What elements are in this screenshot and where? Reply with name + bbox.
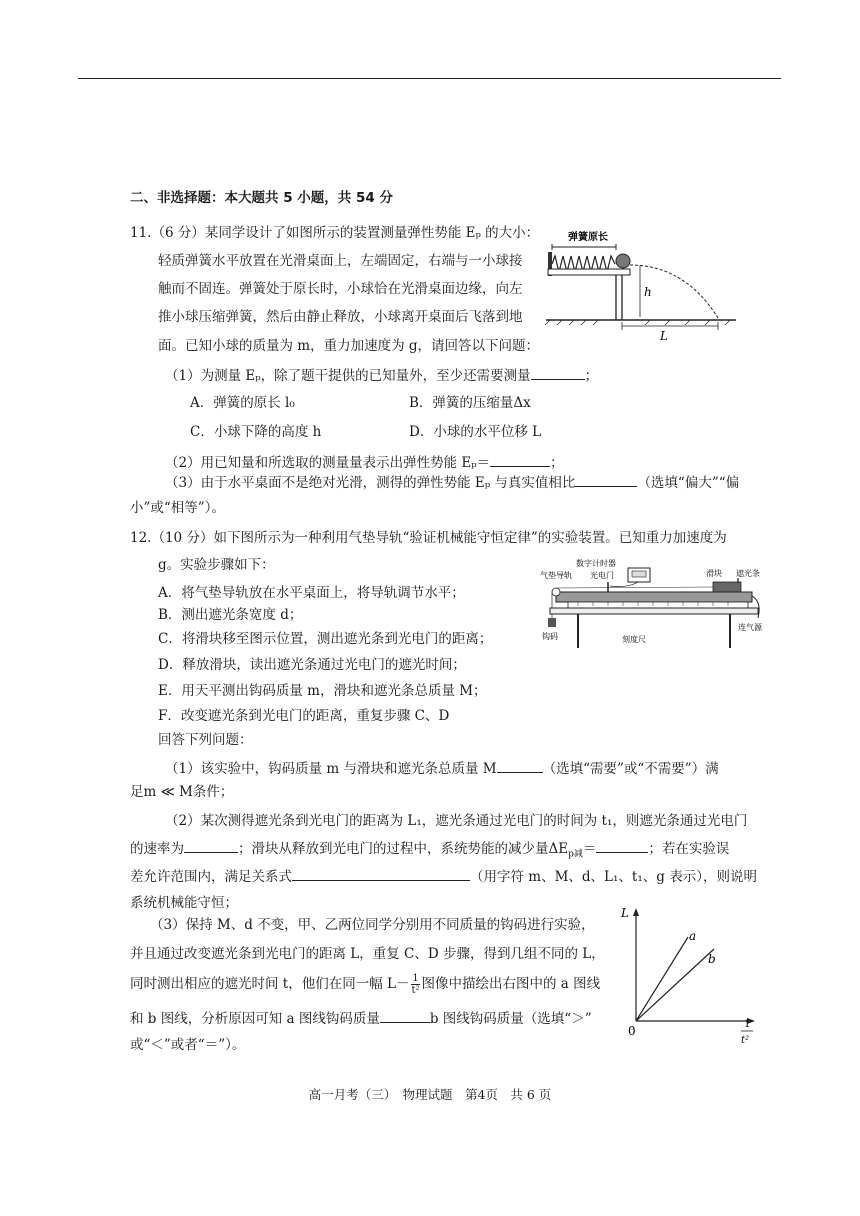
q11-sub2-end: ；: [550, 455, 564, 471]
air-track-figure: [538, 556, 770, 652]
table-top: [548, 269, 630, 275]
y-axis-label: L: [621, 906, 629, 920]
q12-sub3-line4: [130, 1008, 592, 1028]
q11-line4: 推小球压缩弹簧，然后由静止释放，小球离开桌面后飞落到地: [158, 309, 523, 325]
fraction: [411, 973, 419, 996]
answer-blank[interactable]: [380, 1008, 430, 1023]
top-rule: [78, 78, 781, 79]
q12-sub1-cont: 足m ≪ M条件；: [130, 784, 234, 800]
gate-cable: [610, 582, 638, 587]
air-source-label: 连气源: [738, 623, 762, 632]
q11-sub1-end: ；: [584, 368, 599, 384]
q12-sub2-line2: [130, 838, 729, 864]
q12-step-e: E．用天平测出钩码质量 m，滑块和遮光条总质量 M；: [158, 683, 487, 699]
line-a: [636, 937, 688, 1021]
y-axis-arrow: [633, 908, 639, 916]
q12-sub3-line3: [130, 973, 600, 996]
q12-sub3-graph-text: 同时测出相应的遮光时间 t，他们在同一幅 L－: [130, 976, 410, 992]
q11-line3: 触而不固连。弹簧处于原长时，小球恰在光滑桌面边缘，向左: [158, 281, 523, 297]
q12-step-d: D．释放滑块，读出遮光条通过光电门的遮光时间；: [158, 657, 466, 673]
answer-blank[interactable]: [531, 365, 585, 380]
hook-weight: [548, 618, 556, 627]
x-axis-denominator: t²: [741, 1035, 750, 1046]
origin-label: 0: [628, 1024, 636, 1038]
x-axis-numerator: 1: [744, 1019, 751, 1030]
q12-step-f: F．改变遮光条到光电门的距离，重复步骤 C、D: [158, 708, 450, 724]
q11-line1: 11.（6 分）某同学设计了如图所示的装置测量弹性势能 Eₚ 的大小：: [130, 225, 540, 241]
q12-sub2-equals: ＝: [582, 841, 597, 857]
height-label: h: [644, 285, 652, 299]
q12-sub3-line2: 并且通过改变遮光条到光电门的距离 L，重复 C、D 步骤，得到几组不同的 L，: [130, 946, 605, 962]
q11-sub3: [165, 472, 739, 492]
slider: [713, 582, 741, 592]
q11-sub3-text: （3）由于水平桌面不是绝对光滑，测得的弹性势能 Eₚ 与真实值相比: [165, 475, 576, 491]
q12-sub1: [165, 758, 719, 778]
q12-sub2-tail: ；若在实验误: [648, 841, 730, 857]
page-footer: 高一月考（三） 物理试题 第4页 共 6 页: [308, 1087, 552, 1102]
q12-sub3-line5: 或“＜”或者“＝”）。: [130, 1037, 246, 1053]
answer-blank[interactable]: [596, 838, 648, 853]
q11-option-a: A．弹簧的原长 l₀: [190, 395, 295, 411]
fraction-numerator: 1: [412, 973, 419, 984]
timer-screen: [632, 571, 646, 577]
q12-sub2-line3: [130, 866, 757, 886]
answer-blank[interactable]: [497, 758, 543, 773]
hook-label: 钩码: [542, 632, 558, 641]
q11-option-d: D．小球的水平位移 L: [409, 424, 542, 440]
rail-label: 气垫导轨: [540, 571, 572, 580]
fraction-denominator: t²: [411, 985, 420, 996]
answer-blank[interactable]: [292, 866, 470, 881]
q12-sub2-relation-tail: （用字符 m、M、d、L₁、t₁、g 表示），则说明: [470, 869, 757, 885]
q12-line2: g。实验步骤如下：: [158, 557, 275, 573]
q12-sub2-speed-text: 的速率为: [130, 841, 184, 857]
ruler-label: 刻度尺: [622, 635, 646, 644]
string: [556, 587, 713, 588]
range-label: L: [660, 329, 668, 343]
q11-sub3-tail: （选填“偏大”“偏: [637, 475, 740, 491]
q11-line5: 面。已知小球的质量为 m，重力加速度为 g，请回答以下问题：: [158, 338, 540, 354]
line-b: [636, 949, 714, 1021]
q11-line2: 轻质弹簧水平放置在光滑桌面上，左端固定，右端与一小球接: [158, 253, 523, 269]
q11-option-b: B．弹簧的压缩量Δx: [409, 395, 531, 411]
air-rail: [556, 592, 752, 602]
q11-option-c: C．小球下降的高度 h: [190, 424, 322, 440]
desk-top: [550, 608, 758, 614]
pulley: [552, 588, 560, 596]
q12-sub3-compare-text: 和 b 图线，分析原因可知 a 图线钩码质量: [130, 1011, 380, 1027]
q12-step-b: B．测出遮光条宽度 d；: [158, 607, 303, 623]
q12-sub3-graph-tail: 图像中描绘出右图中的 a 图线: [421, 976, 601, 992]
q12-sub1-text: （1）该实验中，钩码质量 m 与滑块和遮光条总质量 M: [165, 761, 497, 777]
ball: [616, 254, 630, 268]
spring-length-label: 弹簧原长: [568, 232, 608, 243]
q12-sub2-relation-text: 差允许范围内，满足关系式: [130, 869, 292, 885]
q12-sub2-energy-text: ；滑块从释放到光电门的过程中，系统势能的减少量ΔE: [238, 841, 569, 857]
strip-label: 遮光条: [736, 569, 760, 578]
q12-sub2-line1: （2）某次测得遮光条到光电门的距离为 L₁，遮光条通过光电门的时间为 t₁，则遮光条通过光电门: [165, 813, 748, 829]
q11-sub2-text: （2）用已知量和所选取的测量量表示出弹性势能 Eₚ＝: [165, 455, 491, 471]
answer-blank[interactable]: [184, 838, 238, 853]
q12-step-a: A．将气垫导轨放在水平桌面上，将导轨调节水平；: [158, 585, 465, 601]
q12-sub2-line4: 系统机械能守恒；: [130, 895, 238, 911]
q11-sub3-cont: 小”或“相等”）。: [130, 500, 225, 516]
ruler: [568, 602, 748, 608]
q12-sub3-compare-tail: b 图线钩码质量（选填“＞”: [429, 1011, 592, 1027]
q12-sub2-subscript: p减: [568, 849, 583, 860]
l-vs-inv-t2-graph: [618, 903, 768, 1058]
q12-step-c: C．将滑块移至图示位置，测出遮光条到光电门的距离；: [158, 631, 493, 647]
q11-sub1-text: （1）为测量 Eₚ，除了题干提供的已知量外，至少还需要测量: [165, 368, 531, 384]
timer-label: 数字计时器: [576, 559, 616, 568]
gate-label: 光电门: [590, 571, 614, 580]
spring-table-figure: [540, 220, 740, 345]
answer-blank[interactable]: [575, 472, 637, 487]
slider-label: 滑块: [706, 569, 722, 578]
line-b-label: b: [708, 952, 716, 966]
line-a-label: a: [689, 929, 697, 943]
q11-sub2: [165, 452, 564, 472]
q12-sub3-line1: （3）保持 M、d 不变，甲、乙两位同学分别用不同质量的钩码进行实验，: [150, 917, 595, 933]
answer-blank[interactable]: [490, 452, 550, 467]
q12-answer-intro: 回答下列问题：: [158, 732, 253, 748]
section-heading: 二、非选择题：本大题共 5 小题，共 54 分: [130, 190, 393, 206]
q12-line1: 12.（10 分）如下图所示为一种利用气垫导轨“验证机械能守恒定律”的实验装置。已知重力加速度为: [130, 530, 727, 546]
q12-sub1-tail: （选填“需要”或“不需要”）满: [542, 761, 719, 777]
air-hose: [752, 596, 759, 618]
q11-sub1: [165, 365, 598, 385]
